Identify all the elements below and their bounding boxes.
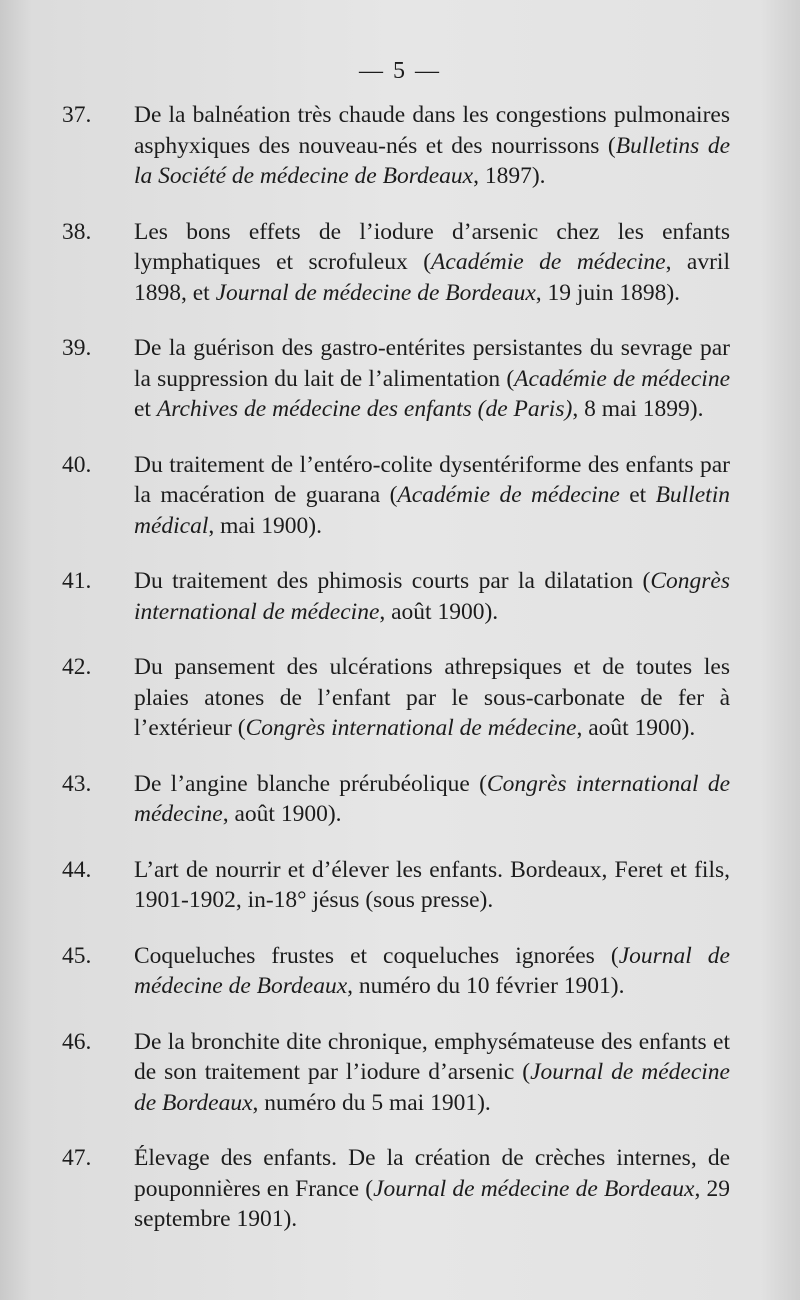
entry-text-segment: Les bons effets de l’iodure d’arsenic chez les enfants lymphatiques et scrofuleux ( — [134, 218, 730, 275]
entry-text-segment: , 8 mai 1899). — [572, 396, 704, 422]
entry-text-segment: De la bronchite dite chronique, emphysémateuse des enfants et de son traitement par l’iodure d’arsenic ( — [134, 1028, 730, 1085]
entry-number: 47. — [62, 1145, 92, 1171]
entry-text-segment: et — [134, 396, 157, 422]
entry-text-segment: De l’angine blanche prérubéolique ( — [134, 770, 487, 797]
entry-number: 38. — [62, 218, 92, 245]
entry-text-segment: , mai 1900). — [208, 512, 322, 539]
entry-number: 37. — [62, 102, 92, 128]
entry-text-segment: De la balnéation très chaude dans les congestions pulmonaires asphyxiques des nouveau-nés et des nourrissons ( — [134, 102, 730, 159]
entry-text-segment: Élevage des enfants. De la création de crèches internes, de pouponnières en France ( — [134, 1145, 730, 1202]
entry-citation-title: Journal de médecine de Bordeaux — [134, 1059, 730, 1116]
bibliography-entry — [62, 450, 730, 542]
bibliography-entry — [62, 1027, 730, 1119]
page-number: — 5 — — [359, 58, 441, 84]
bibliography-entry — [62, 855, 730, 916]
entry-citation-title: Congrès international de médecine — [245, 715, 577, 741]
entry-text — [134, 943, 730, 1000]
entry-text-segment: Du traitement de l’entéro-colite dysentériforme des enfants par la macération de guarana ( — [134, 451, 730, 508]
entry-number: 41. — [62, 568, 92, 594]
entry-text-segment: , numéro du 5 mai 1901). — [252, 1089, 491, 1116]
entry-text — [134, 568, 730, 625]
entry-text-segment: Du pansement des ulcérations athrepsiques et de toutes les plaies atones de l’enfant par le sous-carbonate de fer à l’extérieur ( — [134, 654, 730, 741]
entry-citation-title: Académie de médecine — [397, 482, 620, 508]
entry-text-segment: , août 1900). — [222, 801, 342, 827]
entry-text-segment: Coqueluches frustes et coqueluches ignorées ( — [134, 942, 619, 969]
entry-citation-title: Journal de médecine de Bordeaux — [373, 1175, 695, 1202]
entry-number: 44. — [62, 856, 92, 883]
entry-citation-title: Journal de médecine de Bordeaux — [134, 942, 730, 999]
bibliography-entry — [62, 566, 730, 627]
entry-number: 39. — [62, 335, 92, 361]
entry-citation-title: Bulletins de la Société de médecine de Bordeaux — [134, 132, 730, 189]
bibliography-entry — [62, 652, 730, 744]
entry-text-segment: , numéro du 10 février 1901). — [347, 973, 625, 999]
entry-text — [134, 1145, 730, 1232]
entry-text — [134, 452, 730, 539]
entry-text-segment: et — [619, 482, 656, 508]
entry-text — [134, 771, 730, 828]
entry-text-segment: , août 1900). — [379, 598, 499, 625]
entry-text — [134, 102, 730, 189]
entry-text-segment: , 29 septembre 1901). — [134, 1175, 730, 1232]
entry-text-segment: L’art de nourrir et d’élever les enfants. Bordeaux, Feret et fils, 1901-1902, in-18° jésus (sous presse). — [134, 856, 730, 913]
entry-text — [134, 1029, 730, 1116]
entry-number: 46. — [62, 1028, 92, 1055]
bibliography-entry — [62, 217, 730, 309]
entry-text-segment: , 1897). — [473, 163, 546, 189]
entry-number: 43. — [62, 770, 92, 797]
entry-text-segment: , août 1900). — [576, 715, 696, 741]
entry-citation-title: Bulletin médical — [134, 482, 730, 539]
bibliography-entry — [62, 100, 730, 192]
entry-text-segment: , 19 juin 1898). — [535, 279, 681, 306]
entry-text — [134, 335, 730, 422]
bibliography-entry — [62, 769, 730, 830]
bibliography-list — [62, 100, 730, 1260]
entry-text — [134, 654, 730, 741]
bibliography-entry — [62, 1143, 730, 1235]
entry-citation-title: Congrès international de médecine — [134, 568, 730, 625]
entry-text-segment: , avril 1898, et — [134, 249, 730, 306]
entry-number: 42. — [62, 654, 92, 680]
bibliography-entry — [62, 941, 730, 1002]
entry-number: 40. — [62, 451, 92, 478]
entry-citation-title: Journal de médecine de Bordeaux — [215, 279, 536, 306]
entry-citation-title: Congrès international de médecine — [134, 770, 731, 827]
entry-citation-title: Archives de médecine des enfants (de Paris) — [156, 396, 573, 422]
entry-text-segment: De la guérison des gastro-entérites persistantes du sevrage par la suppression du lait de l’alimentation ( — [134, 335, 730, 392]
entry-citation-title: Académie de médecine — [431, 249, 666, 275]
entry-text — [134, 219, 730, 306]
entry-citation-title: Académie de médecine — [514, 365, 730, 392]
entry-number: 45. — [62, 942, 92, 969]
bibliography-entry — [62, 333, 730, 425]
entry-text — [134, 857, 730, 914]
entry-text-segment: Du traitement des phimosis courts par la dilatation ( — [134, 568, 651, 594]
